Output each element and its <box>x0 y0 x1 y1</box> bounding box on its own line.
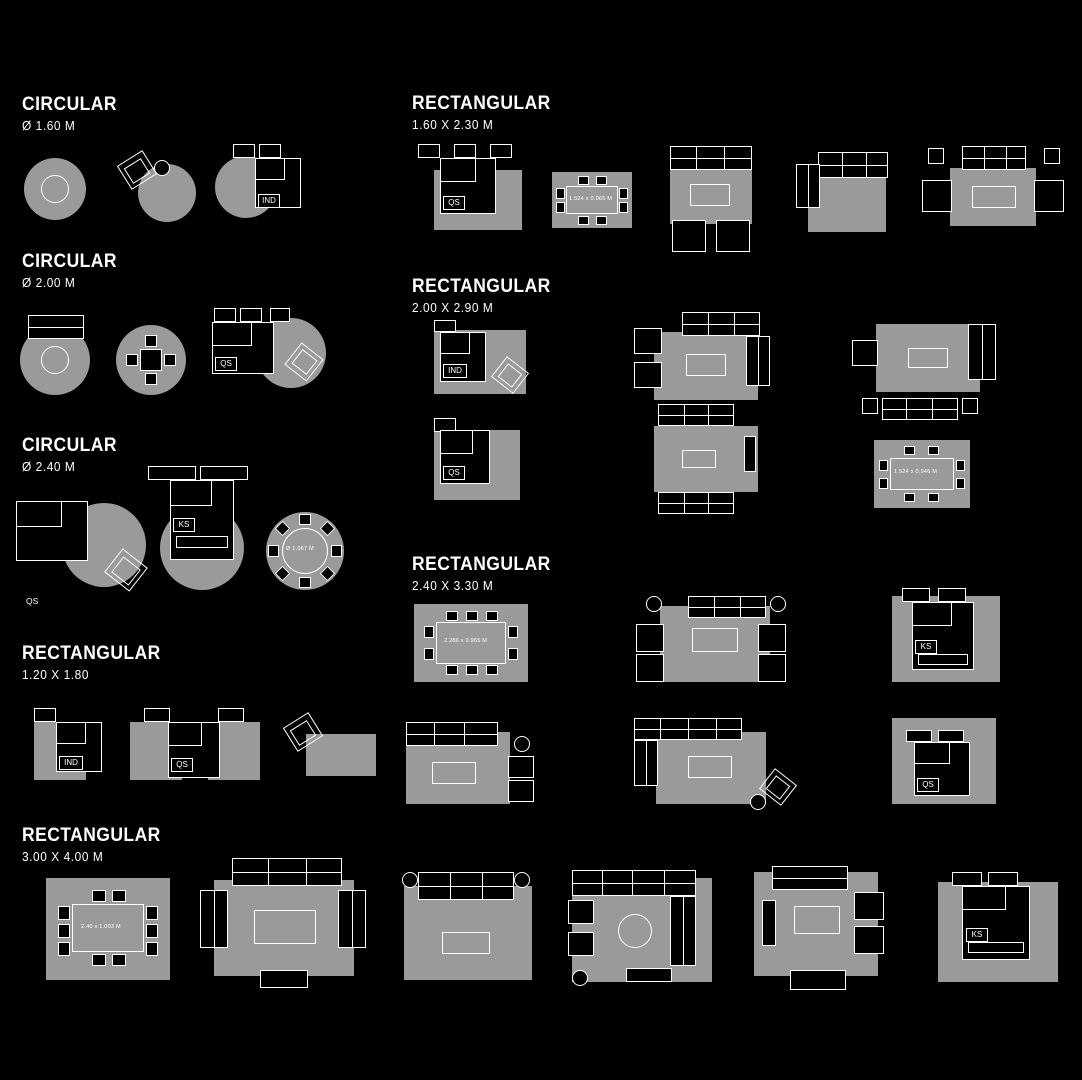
section-size: Ø 2.40 M <box>22 460 76 474</box>
section-size: Ø 1.60 M <box>22 119 76 133</box>
plan-rect300-d <box>566 866 726 990</box>
table-dim-1524-0946: 1.524 x 0.946 M <box>894 469 938 475</box>
plan-rect240-d <box>406 718 542 810</box>
bed-tag-ind: IND <box>59 756 83 770</box>
plan-circular240-c <box>266 512 358 604</box>
plan-rect300-b <box>196 854 366 988</box>
bed-tag-qs: QS <box>443 466 465 480</box>
table-dim-1067: Ø 1.067 M <box>286 546 314 552</box>
plan-rect160-d <box>796 148 900 238</box>
plan-circular200-b <box>116 305 196 391</box>
table-dim-1524-0965: 1.524 x 0.965 M <box>569 196 613 202</box>
section-title: CIRCULAR <box>22 435 117 456</box>
section-size: 2.00 X 2.90 M <box>412 301 494 315</box>
section-size: 3.00 X 4.00 M <box>22 850 104 864</box>
section-heading-circular-240 <box>22 436 125 474</box>
section-title: RECTANGULAR <box>412 276 551 297</box>
bed-tag-qs: QS <box>443 196 465 210</box>
section-title: RECTANGULAR <box>412 554 551 575</box>
plan-rect240-b <box>634 592 784 686</box>
plan-rect240-e <box>630 712 800 810</box>
plan-rect200-f <box>874 440 974 518</box>
plan-rect200-e <box>846 312 1006 418</box>
section-heading-circular-200 <box>22 252 125 290</box>
section-title: RECTANGULAR <box>412 93 551 114</box>
plan-circular200-c <box>208 300 328 395</box>
plan-circular160-b <box>118 148 188 224</box>
plan-rect160-c <box>664 142 768 258</box>
label-qs-loose: QS <box>26 596 39 606</box>
plan-rect240-f <box>892 718 1008 810</box>
plan-circular200-a <box>20 305 100 391</box>
bed-tag-qs: QS <box>215 357 237 371</box>
plan-rect200-c <box>620 310 780 402</box>
plan-rect240-c <box>892 588 1008 684</box>
bed-tag-qs: QS <box>917 778 939 792</box>
plan-rect120-b <box>130 700 260 790</box>
bed-tag-ind: IND <box>443 364 467 378</box>
plan-circular240-b <box>146 462 266 592</box>
plan-rect160-e <box>920 142 1066 232</box>
plan-circular160-a <box>24 158 88 222</box>
bed-tag-ind: IND <box>258 194 280 208</box>
section-size: 1.20 X 1.80 <box>22 668 90 682</box>
plan-rect300-c <box>400 860 536 980</box>
section-heading-circular-160 <box>22 95 125 133</box>
plan-rect300-f <box>938 872 1064 980</box>
section-title: RECTANGULAR <box>22 825 161 846</box>
section-heading-rectangular-120 <box>22 644 173 682</box>
section-title: RECTANGULAR <box>22 643 161 664</box>
plan-rect240-a <box>414 604 532 688</box>
plan-rect160-b <box>552 172 636 234</box>
plan-rect160-a <box>414 142 524 232</box>
bed-tag-ks: KS <box>173 518 195 532</box>
table-dim-240-1003: 2.40 x 1.003 M <box>81 924 121 930</box>
section-size: 1.60 X 2.30 M <box>412 118 494 132</box>
plan-rect200-a <box>414 320 534 404</box>
section-heading-rectangular-160 <box>412 94 563 132</box>
plan-circular160-c <box>215 140 315 226</box>
section-heading-rectangular-240 <box>412 555 563 593</box>
plan-rect200-b <box>414 418 534 504</box>
bed-tag-ks: KS <box>915 640 937 654</box>
section-heading-rectangular-200 <box>412 277 563 315</box>
section-size: 2.40 X 3.30 M <box>412 579 494 593</box>
section-size: Ø 2.00 M <box>22 276 76 290</box>
bed-tag-ks: KS <box>966 928 988 942</box>
plan-rect300-e <box>754 866 894 990</box>
section-title: CIRCULAR <box>22 94 117 115</box>
section-heading-rectangular-300 <box>22 826 173 864</box>
table-dim-2286-0965: 2.286 x 0.965 M <box>444 638 488 644</box>
plan-circular240-a <box>16 495 166 606</box>
section-title: CIRCULAR <box>22 251 117 272</box>
bed-tag-qs: QS <box>171 758 193 772</box>
plan-rect120-a <box>22 700 122 790</box>
plan-rect300-a <box>46 878 172 982</box>
plan-rect120-c <box>284 712 374 790</box>
plan-rect200-d <box>620 398 780 530</box>
